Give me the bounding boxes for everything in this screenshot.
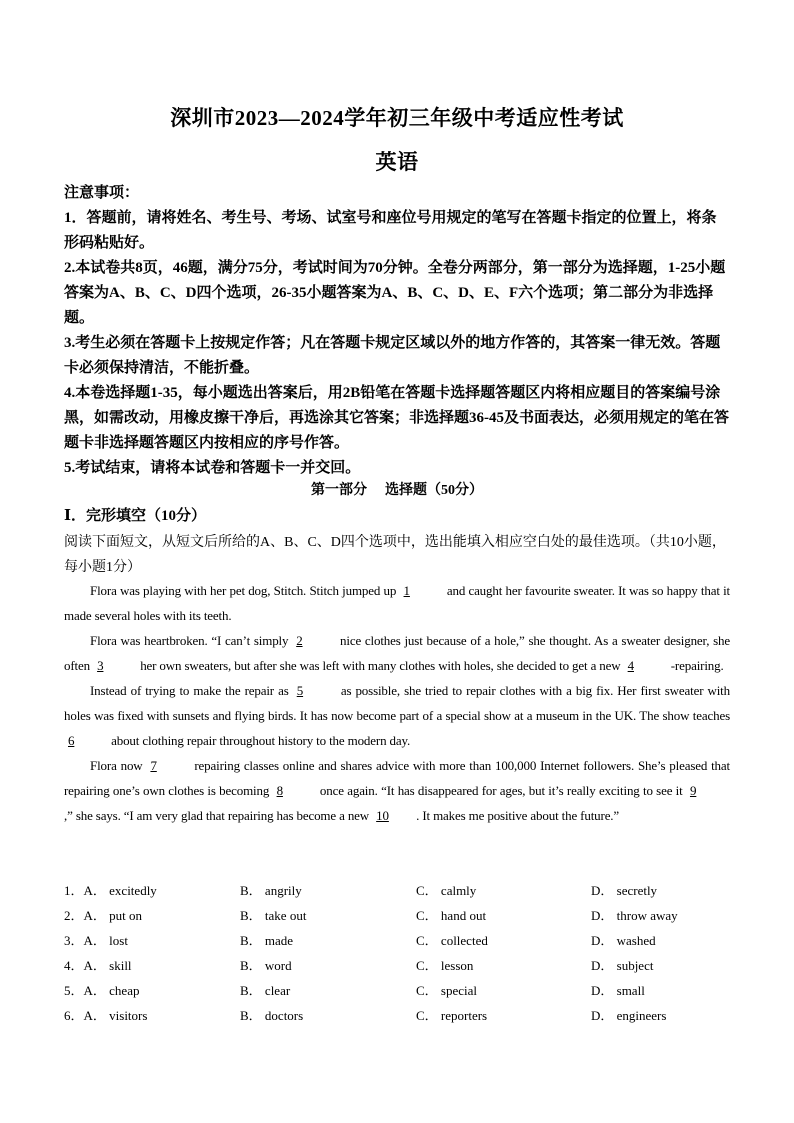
blank-8: 8	[276, 783, 283, 798]
option-d: D． small	[591, 983, 645, 998]
option-d: D． throw away	[591, 908, 678, 923]
cloze-passage	[64, 578, 730, 828]
option-a-text: A． cheap	[83, 983, 140, 998]
passage-text: and caught her favourite sweater. It was so happy that it made several holes with its teeth.	[64, 583, 730, 623]
option-b: B． clear	[240, 983, 291, 998]
blank-7: 7	[150, 758, 157, 773]
passage-text: once again. “It has disappeared for ages, but it’s really exciting to see it	[319, 783, 683, 798]
note-item-3: 3.考生必须在答题卡上按规定作答；凡在答题卡规定区域以外的地方作答的，其答案一律无效。答题卡必须保持清洁，不能折叠。	[64, 335, 721, 376]
passage-text: . It makes me positive about the future.”	[416, 808, 620, 823]
passage-text: about clothing repair throughout history to the modern day.	[111, 733, 411, 748]
option-c: C． collected	[416, 933, 488, 948]
option-b: B． made	[240, 933, 294, 948]
passage-text: Flora was playing with her pet dog, Stitch. Stitch jumped up	[90, 583, 397, 598]
passage-text: ,” she says. “I am very glad that repairing has become a new	[64, 808, 370, 823]
option-a	[64, 1003, 147, 1028]
blank-5: 5	[296, 683, 304, 698]
option-row-5	[64, 978, 730, 1003]
notes-heading: 注意事项：	[64, 185, 140, 201]
option-d: D． secretly	[591, 883, 658, 898]
question-number: 1．	[64, 883, 84, 898]
option-a	[64, 903, 142, 928]
option-b: B． word	[240, 958, 292, 973]
passage-text: repairing classes online and shares advice with more than 100,000 Internet followers. She’s pleased that repairing one’s own clothes is becoming	[64, 758, 730, 798]
passage-paragraph-2	[64, 628, 730, 678]
passage-text: as possible, she tried to repair clothes with a big fix. Her first sweater with holes was fixed with sunsets and flying birds. It has now become part of a special show at a museum in the UK. The show teaches	[64, 683, 730, 723]
passage-text: her own sweaters, but after she was left with many clothes with holes, she decided to get a new	[140, 658, 621, 673]
option-c: C． reporters	[416, 1008, 488, 1023]
exam-notes	[64, 181, 730, 481]
subject-title: 英语	[375, 150, 419, 174]
option-b: B． angrily	[240, 883, 302, 898]
exam-title: 深圳市2023—2024学年初三年级中考适应性考试	[170, 106, 624, 130]
question-number: 3．	[64, 933, 84, 948]
blank-6: 6	[68, 733, 75, 748]
note-item-5: 5.考试结束，请将本试卷和答题卡一并交回。	[64, 460, 361, 476]
option-row-1	[64, 878, 730, 903]
option-a	[64, 978, 139, 1003]
option-a	[64, 928, 128, 953]
passage-paragraph-3	[64, 678, 730, 753]
option-c: C． special	[416, 983, 478, 998]
option-a-text: A． excitedly	[83, 883, 157, 898]
passage-paragraph-1	[64, 578, 730, 628]
option-a-text: A． visitors	[83, 1008, 148, 1023]
passage-text: Instead of trying to make the repair as	[90, 683, 289, 698]
option-a-text: A． put on	[83, 908, 143, 923]
option-a-text: A． skill	[83, 958, 132, 973]
option-c: C． hand out	[416, 908, 487, 923]
section-one-directions: 阅读下面短文，从短文后所给的A、B、C、D四个选项中，选出能填入相应空白处的最佳选项。（共10小题，每小题1分）	[64, 535, 726, 575]
blank-9: 9	[689, 783, 697, 798]
part-one-title: 选择题（50分）	[385, 483, 483, 498]
passage-text: Flora now	[90, 758, 143, 773]
option-d: D． subject	[591, 958, 654, 973]
option-a-text: A． lost	[83, 933, 128, 948]
blank-3: 3	[97, 658, 104, 673]
note-item-1: 1．答题前，请将姓名、考生号、考场、试室号和座位号用规定的笔写在答题卡指定的位置上，将条形码粘贴好。	[64, 210, 717, 251]
section-one-heading: Ⅰ．完形填空（10分）	[64, 508, 207, 524]
option-d: D． washed	[591, 933, 656, 948]
passage-text: nice clothes just because of a hole,” she thought. As a sweater designer, she often	[64, 633, 731, 673]
answer-options	[64, 878, 730, 1028]
blank-1: 1	[403, 583, 410, 598]
question-number: 5．	[64, 983, 84, 998]
blank-4: 4	[627, 658, 634, 673]
option-a	[64, 953, 132, 978]
question-number: 4．	[64, 958, 84, 973]
part-one-name: 第一部分	[311, 483, 367, 498]
passage-paragraph-4	[64, 753, 730, 828]
option-row-3	[64, 928, 730, 953]
option-b: B． take out	[240, 908, 307, 923]
option-b: B． doctors	[240, 1008, 304, 1023]
option-row-4	[64, 953, 730, 978]
option-row-6	[64, 1003, 730, 1028]
option-c: C． calmly	[416, 883, 477, 898]
option-a	[64, 878, 157, 903]
note-item-2: 2.本试卷共8页，46题，满分75分，考试时间为70分钟。全卷分两部分，第一部分为选择题，1-25小题答案为A、B、C、D四个选项，26-35小题答案为A、B、C、D、E、F六个选项；第二部分为非选择题。	[64, 260, 726, 326]
part-one-heading	[64, 480, 730, 502]
option-row-2	[64, 903, 730, 928]
option-d: D． engineers	[591, 1008, 667, 1023]
question-number: 2．	[64, 908, 84, 923]
passage-text: -repairing.	[670, 658, 724, 673]
blank-2: 2	[296, 633, 303, 648]
note-item-4: 4.本卷选择题1-35，每小题选出答案后，用2B铅笔在答题卡选择题答题区内将相应题目的答案编号涂黑，如需改动，用橡皮擦干净后，再选涂其它答案；非选择题36-45及书面表达，必须用规定的笔在答题卡非选择题答题区内按相应的序号作答。	[64, 385, 729, 451]
question-number: 6．	[64, 1008, 84, 1023]
option-c: C． lesson	[416, 958, 474, 973]
passage-text: Flora was heartbroken. “I can’t simply	[90, 633, 289, 648]
blank-10: 10	[376, 808, 389, 823]
